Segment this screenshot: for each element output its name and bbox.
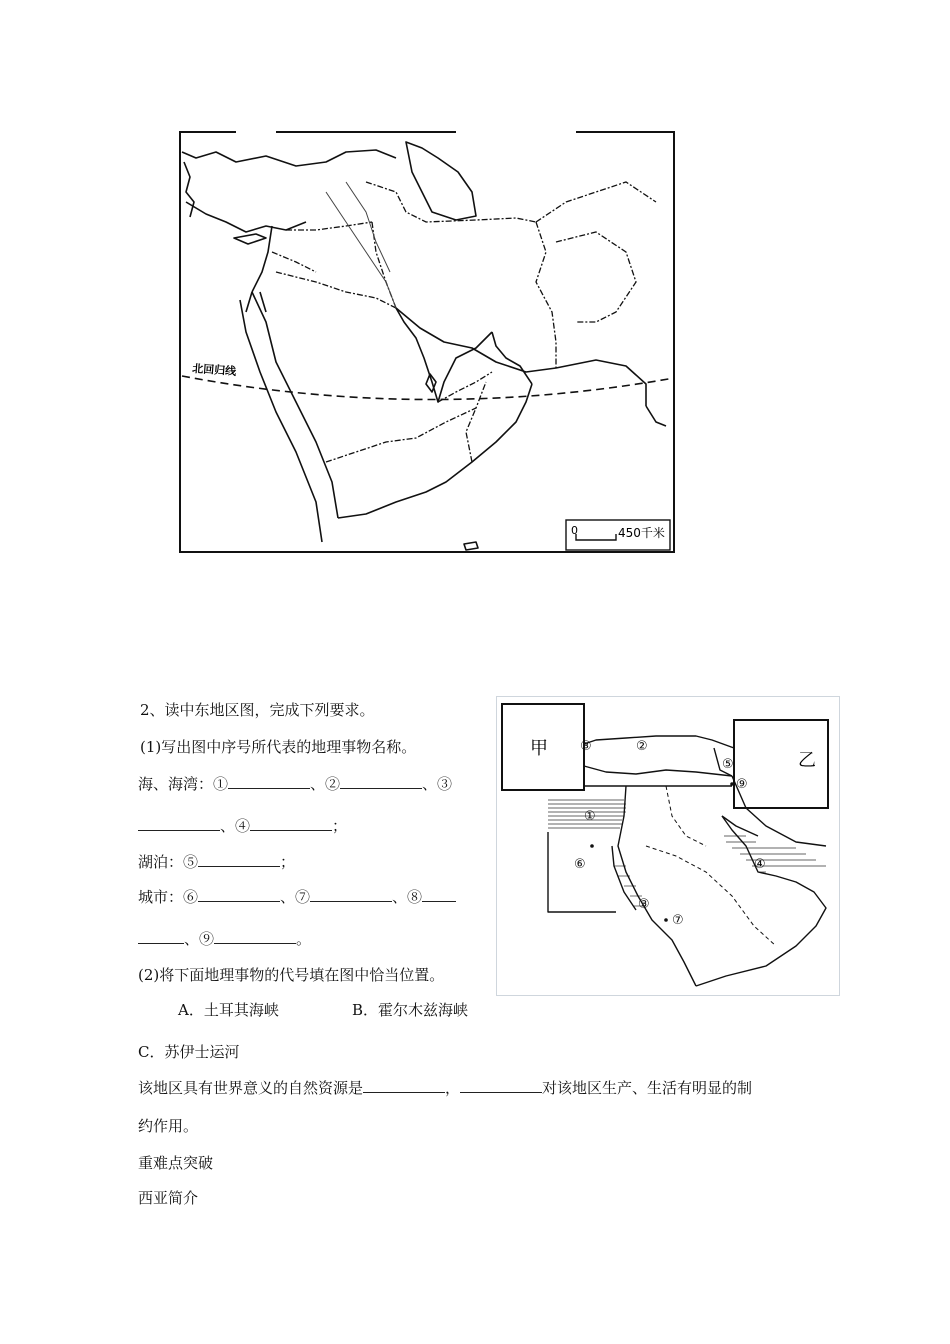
resource-mid: ， bbox=[445, 1079, 461, 1097]
cyprus-shape bbox=[234, 234, 266, 244]
lake-end: ； bbox=[280, 853, 296, 871]
resource-end: 对该地区生产、生活有明显的制 bbox=[542, 1079, 753, 1097]
scale-zero: 0 bbox=[571, 524, 578, 537]
marker-1: ① bbox=[584, 809, 596, 824]
blank-5[interactable] bbox=[198, 851, 280, 867]
resource-start: 该地区具有世界意义的自然资源是 bbox=[138, 1079, 364, 1097]
option-a: A．土耳其海峡 bbox=[178, 1001, 279, 1019]
heading-west-asia: 西亚简介 bbox=[138, 1189, 199, 1207]
blank-11[interactable] bbox=[460, 1077, 542, 1093]
blank-4[interactable] bbox=[250, 815, 332, 831]
city-n7: 、⑦ bbox=[280, 888, 311, 906]
tropic-label: 北回归线 bbox=[191, 362, 237, 379]
middle-east-numbered-map bbox=[496, 696, 840, 996]
seas-end: ； bbox=[332, 817, 348, 835]
border-turkey-syria bbox=[286, 222, 372, 230]
marker-2: ② bbox=[636, 739, 648, 754]
red-sea-east-coast bbox=[252, 292, 338, 518]
caspian-sea-shape bbox=[406, 142, 476, 220]
border-afghan-north bbox=[536, 182, 656, 222]
marker-9: ⑨ bbox=[736, 777, 748, 792]
turkey-outline bbox=[584, 736, 734, 748]
seas-n3: 、③ bbox=[422, 775, 453, 793]
blank-7[interactable] bbox=[310, 886, 392, 902]
persian-gulf-hatching bbox=[724, 836, 826, 872]
seas-label: 海、海湾：① bbox=[138, 775, 229, 793]
border-oman bbox=[466, 408, 476, 462]
seas-n2: 、② bbox=[310, 775, 341, 793]
box-yi-label: 乙 bbox=[798, 750, 816, 771]
city-n9: 、⑨ bbox=[184, 930, 215, 948]
scale-distance: 450千米 bbox=[618, 526, 665, 540]
option-b: B．霍尔木兹海峡 bbox=[352, 1001, 469, 1019]
socotra-shape bbox=[464, 542, 478, 550]
marker-5: ⑤ bbox=[722, 757, 734, 772]
persian-gulf-coast bbox=[396, 308, 492, 402]
city-n8: 、⑧ bbox=[392, 888, 423, 906]
black-sea-coast bbox=[182, 150, 396, 166]
tigris-river bbox=[346, 182, 390, 272]
turkey-south-coast bbox=[186, 202, 306, 232]
marker-8: ⑧ bbox=[580, 739, 592, 754]
euphrates-river bbox=[326, 192, 396, 308]
lake-label: 湖泊：⑤ bbox=[138, 853, 199, 871]
city-row bbox=[138, 886, 456, 907]
blank-8b[interactable] bbox=[138, 928, 184, 944]
middle-east-outline-map bbox=[176, 122, 682, 562]
egypt-outline bbox=[548, 832, 616, 912]
border-saudi-yemen bbox=[326, 382, 486, 462]
border-saudi-iraq bbox=[276, 272, 396, 308]
option-c: C．苏伊士运河 bbox=[138, 1043, 240, 1061]
blank-2[interactable] bbox=[340, 773, 422, 789]
resource-cont: 约作用。 bbox=[138, 1117, 199, 1135]
arabia-coast bbox=[696, 816, 826, 986]
map-frame bbox=[180, 132, 674, 552]
border-afghan-pak bbox=[556, 232, 636, 322]
marker-3: ③ bbox=[638, 897, 650, 912]
seas-n4: 、④ bbox=[220, 817, 251, 835]
question-title: 2、读中东地区图，完成下列要求。 bbox=[140, 701, 375, 719]
blank-10[interactable] bbox=[363, 1077, 445, 1093]
border-jordan bbox=[272, 252, 316, 272]
blank-6[interactable] bbox=[198, 886, 280, 902]
border-iran-north bbox=[366, 182, 536, 222]
marker-4: ④ bbox=[754, 857, 766, 872]
seas-row-2 bbox=[138, 815, 347, 836]
city-label: 城市：⑥ bbox=[138, 888, 199, 906]
marker-6: ⑥ bbox=[574, 857, 586, 872]
seas-row bbox=[138, 773, 452, 794]
arabia-south-coast bbox=[338, 384, 532, 518]
city-row-2 bbox=[138, 928, 311, 949]
lake-row bbox=[138, 851, 295, 872]
blank-3[interactable] bbox=[138, 815, 220, 831]
question-part1: (1)写出图中序号所代表的地理事物名称。 bbox=[140, 738, 417, 756]
heading-key-points: 重难点突破 bbox=[138, 1154, 214, 1172]
city-end: 。 bbox=[296, 930, 312, 948]
border-iraq-iran bbox=[372, 222, 396, 308]
resource-row bbox=[138, 1077, 752, 1098]
border-iran-afghan bbox=[536, 222, 556, 368]
blank-1[interactable] bbox=[228, 773, 310, 789]
question-part2: (2)将下面地理事物的代号填在图中恰当位置。 bbox=[138, 966, 445, 984]
blank-9[interactable] bbox=[214, 928, 296, 944]
marker-7: ⑦ bbox=[672, 913, 684, 928]
box-jia-label: 甲 bbox=[530, 738, 548, 759]
blank-8a[interactable] bbox=[422, 886, 456, 902]
